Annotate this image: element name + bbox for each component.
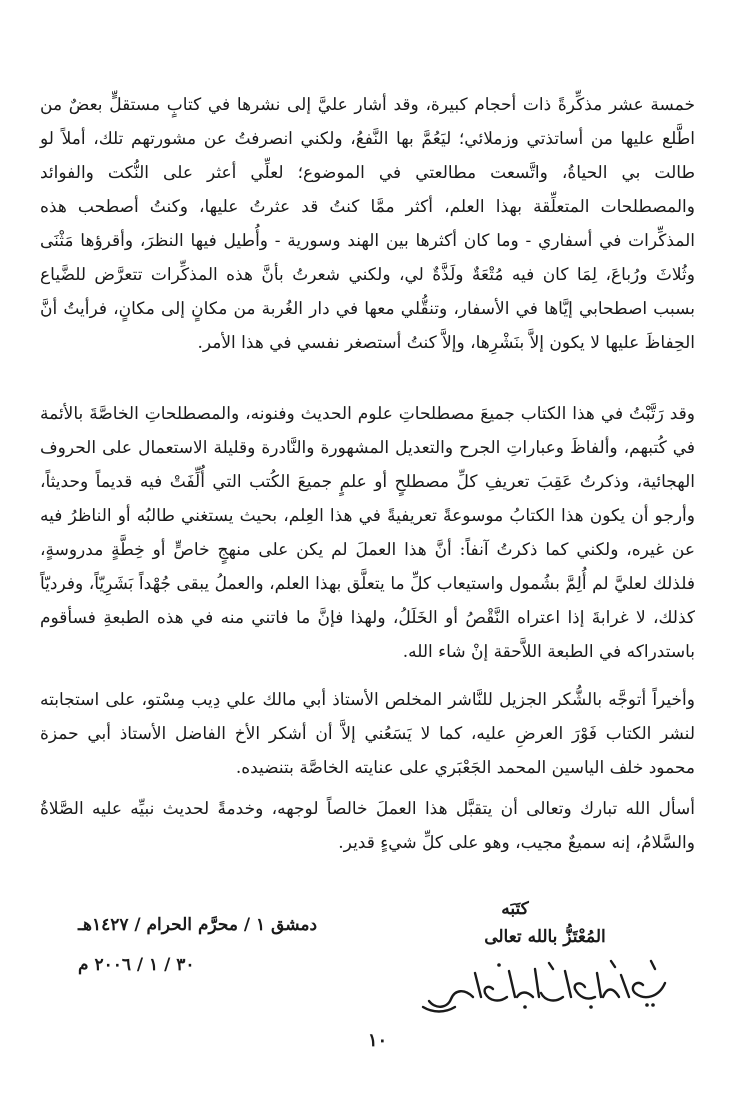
paragraph-book-contents: وقد رَتَّبْتُ في هذا الكتاب جميعَ مصطلحاتِ علوم الحديث وفنونه، والمصطلحاتِ الخاصَّةَ بالأئمة في كُتبهم، وألفاظَ وعباراتِ الجرح والتعديل المشهورة والنَّادرة وقليلة الاستعمال على الحروف الهجائية، وذكرتُ عَقِبَ تعريفِ كلِّ مصطلحٍ أو علمٍ جميعَ الكُتب التي أُلِّفَتْ فيه قديماً وحديثاً، وأرجو أن يكون هذا الكتابُ موسوعةً تعريفيةً في هذا العِلم، بحيث يستغني طالبُه أو الناظرُ فيه عن غيره، ولكني كما ذكرتُ آنفاً: أنَّ هذا العملَ لم يكن على منهجٍ خاصٍّ أو خِطَّةٍ مدروسةٍ، فلذلك لعليَّ لم أُلِمَّ بشُمول واستيعاب كلِّ ما يتعلَّق بهذا العلم، والعملُ يبقى جُهْداً بَشَرِيّاً، وفرديّاً كذلك، لا غرابةَ إذا اعتراه النَّقْصُ أو الخَلَلُ، ولهذا فإنَّ ما فاتني منه في هذه الطبعةِ فسأقوم باستدراكه في الطبعة اللاَّحقة إنْ شاء الله. <box>40 404 696 662</box>
author-title: المُعْتَزُّ بالله تعالى <box>484 927 606 947</box>
paragraph-acknowledgements: وأخيراً أتوجَّه بالشُّكر الجزيل للنَّاشر المخلص الأستاذ أبي مالك علي دِيب مِسْتو، على استجابته لنشر الكتاب فَوْرَ العرضِ عليه، كما لا يَسَعُني إلاَّ أن أشكر الأخ الفاضل الأستاذ أبي حمزة محمود خلف الياسين المحمد الجَعْبَري على عنايته الخاصَّة بتنضيده. <box>40 690 695 778</box>
author-signature <box>405 895 685 1019</box>
handwritten-signature-icon <box>415 957 675 1015</box>
paragraph-notes-history: خمسة عشر مذكِّرةً ذات أحجام كبيرة، وقد أشار عليَّ إلى نشرها في كتابٍ مستقلٍّ بعضٌ من اطَّلع عليها من أساتذتي وزملائي؛ ليَعُمَّ بها النَّفعُ، ولكني انصرفتُ عن مشورتهم تلك، أملاً لو طالت بي الحياةُ، واتَّسعت مطالعتي في الموضوع؛ لعلِّي أعثر على النُّكت والفوائد والمصطلحات المتعلِّقة بهذا العلم، أكثر ممَّا كنتُ قد عثرتُ عليها، وكنتُ أصطحب هذه المذكِّرات في أسفاري - وما كان أكثرها بين الهند وسورية - وأُطيل فيها النظرَ، وأقرؤها مَثْنَى وثُلاثَ ورُباعَ، لِمَا كان فيه مُتْعَةٌ ولَذَّةٌ لي، ولكني شعرتُ بأنَّ هذه المذكِّرات تتعرَّض للضَّياع بسبب اصطحابي إيَّاها في الأسفار، وتنقُّلي معها في دار الغُربة من مكانٍ إلى مكانٍ، فرأيتُ أنَّ الحِفاظَ عليها لا يكون إلاَّ بنَشْرِها، وإلاَّ كنتُ أستصغر نفسي في هذا الأمر. <box>40 95 695 353</box>
gregorian-date: ٣٠ / ١ / ٢٠٠٦ م <box>78 955 195 975</box>
signature-block <box>0 895 755 1025</box>
page-number: ١٠ <box>367 1030 388 1051</box>
hijri-date: دمشق ١ / محرَّم الحرام / ١٤٢٧هـ <box>78 915 318 935</box>
dateline <box>78 905 317 985</box>
paragraph-closing-prayer: أسأل الله تبارك وتعالى أن يتقبَّل هذا العملَ خالصاً لوجهه، وخدمةً لحديث نبيِّه عليه الصَّلاةُ والسَّلامُ، إنه سميعٌ مجيب، وهو على كلِّ شيءٍ قدير. <box>40 799 695 853</box>
wrote-it-label: كتَبَه <box>501 899 529 919</box>
